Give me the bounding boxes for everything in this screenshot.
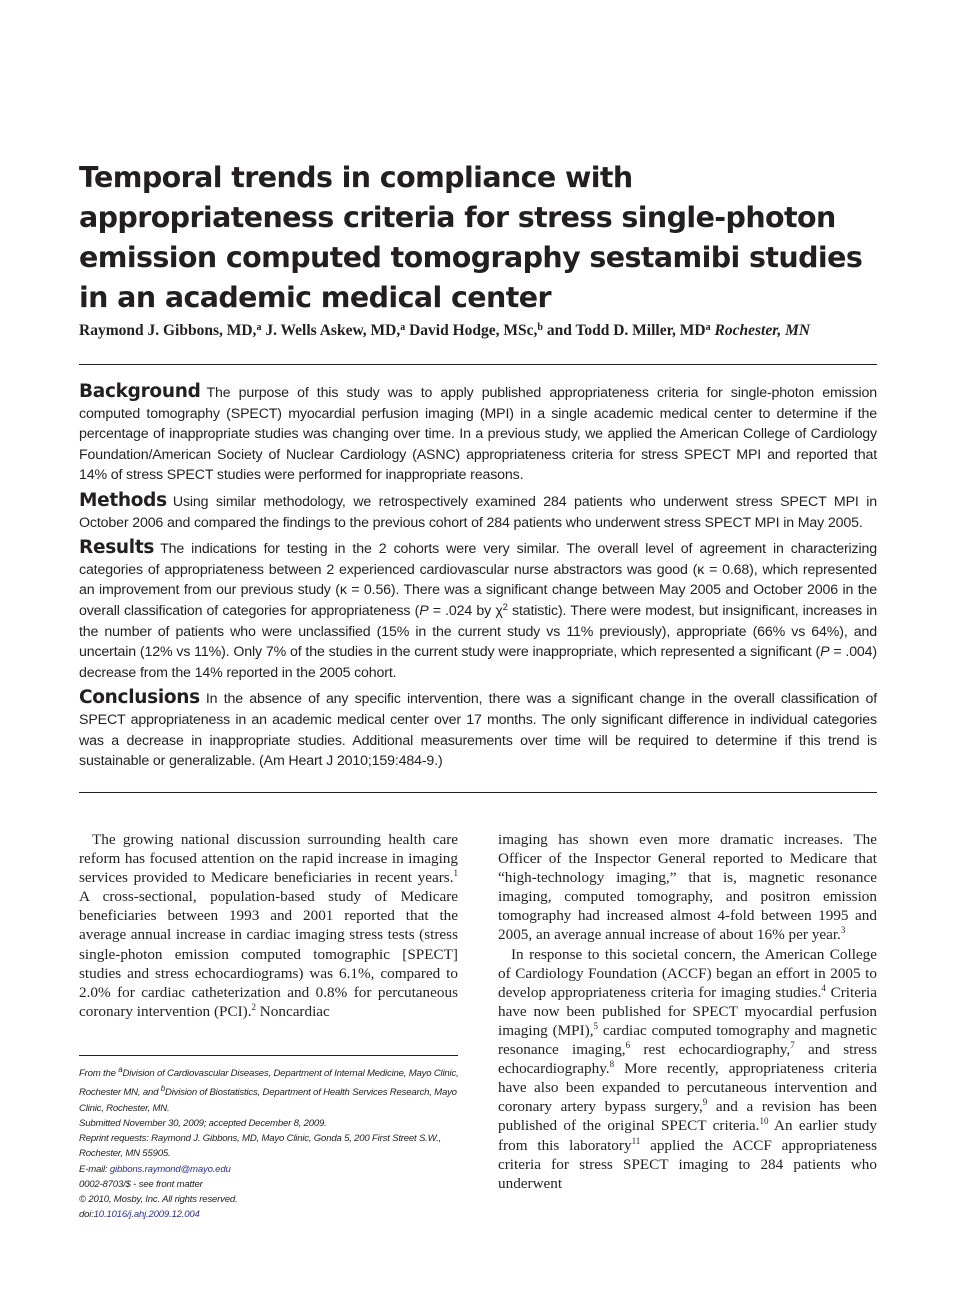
reference-link[interactable]: 11 — [631, 1135, 641, 1146]
body-text: An earlier study from this laboratory — [498, 1117, 877, 1154]
email-note — [79, 1162, 461, 1177]
footnote-text: Division of Cardiovascular Diseases, Department of Internal Medicine, Mayo Clinic, Rochester MN, and — [79, 1068, 459, 1099]
section-heading: Results — [79, 537, 155, 559]
body-text: applied the ACCF appropriateness criteria for stress SPECT imaging to 284 patients who underwent — [498, 1136, 877, 1192]
submitted-note: Submitted November 30, 2009; accepted December 8, 2009. — [79, 1117, 327, 1129]
body-text: and a revision has been published of the original SPECT criteria. — [498, 1098, 877, 1135]
section-text: statistic). There were modest, but insignificant, increases in the number of patients who were unclassified (15% in the current study vs 11% previously), appropriate (66% vs 64%), and uncertain (12% vs 11%). Only 7% of the studies in the current study were inappropriate, which represented a significant ( — [79, 602, 877, 661]
reference-link[interactable]: 2 — [251, 1001, 256, 1012]
section-text: = .004) decrease from the 14% reported in the 2005 cohort. — [79, 644, 877, 681]
affiliation-mark: a — [705, 322, 711, 333]
reference-link[interactable]: 6 — [625, 1040, 631, 1051]
affiliation-mark: a — [118, 1065, 123, 1074]
p-symbol: P — [820, 644, 830, 661]
doi-label: doi: — [79, 1209, 94, 1221]
reference-link[interactable]: 4 — [821, 982, 826, 993]
issn-note: 0002-8703/$ - see front matter — [79, 1178, 203, 1190]
body-text: imaging has shown even more dramatic increases. The Officer of the Inspector General reported to Medicare that “high-technology imaging,” that is, magnetic resonance imaging, computed tomography, and positron emission tomography had increased almost 4-fold between 1995 and 2005, an average annual increase of about 16% per year. — [498, 831, 877, 944]
reference-link[interactable]: 1 — [453, 868, 458, 879]
body-paragraph — [498, 945, 877, 1193]
footnote-text: Division of Biostatistics, Department of Health Services Research, Mayo Clinic, Rochester, MN. — [79, 1087, 457, 1114]
body-text: and stress echocardiography. — [498, 1041, 877, 1078]
body-text: A cross-sectional, population-based study of Medicare beneficiaries between 1993 and 2001 reported that the average annual increase in cardiac imaging stress tests (stress single-photon emission computed tomographic [SPECT] studies and stress echocardiograms) was 6.1%, compared to 2.0% for cardiac catheterization and 0.8% for percutaneous coronary intervention (PCI). — [79, 888, 458, 1020]
affiliation-mark: b — [160, 1084, 165, 1094]
body-text: More recently, appropriateness criteria have also been expanded to percutaneous intervention and coronary artery bypass surgery, — [498, 1060, 877, 1116]
doi-link[interactable]: 10.1016/j.ahj.2009.12.004 — [93, 1209, 200, 1221]
abstract — [79, 382, 877, 777]
email-label: E-mail: — [79, 1163, 110, 1175]
footnote-divider — [79, 1055, 458, 1056]
body-paragraph — [79, 830, 458, 1021]
affiliation-mark: b — [537, 322, 543, 333]
author-name: Raymond J. Gibbons, MD, — [79, 322, 257, 339]
section-text: = .024 by χ — [428, 602, 503, 619]
author-name: David Hodge, MSc, — [409, 322, 538, 339]
abstract-bottom-divider — [79, 792, 877, 793]
p-symbol: P — [419, 602, 429, 619]
reference-link[interactable]: 7 — [790, 1040, 795, 1051]
section-heading: Background — [79, 381, 201, 402]
reference-link[interactable]: 10 — [759, 1116, 769, 1127]
article-title: Temporal trends in compliance with appropriateness criteria for stress single-photon emission computed tomography sestamibi studies in an academic medical center — [79, 161, 863, 314]
reference-link[interactable]: 9 — [702, 1097, 708, 1108]
affiliation-note — [79, 1062, 461, 1116]
body-text: rest echocardiography, — [630, 1041, 791, 1059]
abstract-top-divider — [79, 364, 877, 365]
author-location: Rochester, MN — [714, 322, 811, 339]
footnotes — [79, 1062, 461, 1222]
section-heading: Conclusions — [79, 687, 200, 709]
section-text: Using similar methodology, we retrospectively examined 284 patients who underwent stress SPECT MPI in October 2006 and compared the findings to the previous cohort of 284 patients who underwent stress SPECT MPI in May 2005. — [79, 493, 877, 531]
doi-note — [79, 1207, 461, 1222]
author-name: J. Wells Askew, MD, — [265, 322, 401, 339]
reference-link[interactable]: 8 — [609, 1059, 615, 1070]
body-paragraph — [498, 830, 877, 945]
body-text: In response to this societal concern, the American College of Cardiology Foundation (ACCF) began an effort in 2005 to develop appropriateness criteria for imaging studies. — [498, 945, 877, 1001]
section-text: The indications for testing in the 2 cohorts were very similar. The overall level of agreement in characterizing categories of appropriateness between 2 experienced cardiovascular nurse abstractors was good (κ = 0.68), which represented an improvement from our previous study (κ = 0.56). There was a significant change between May 2005 and October 2006 in the overall classification of categories for appropriateness ( — [79, 541, 877, 619]
reference-link[interactable]: 5 — [593, 1020, 599, 1031]
abstract-conclusions — [79, 688, 877, 771]
email-link[interactable]: gibbons.raymond@mayo.edu — [109, 1163, 231, 1175]
body-text: cardiac computed tomography and magnetic resonance imaging, — [498, 1021, 877, 1059]
reference-link[interactable]: 3 — [840, 925, 846, 936]
superscript: 2 — [502, 601, 508, 613]
body-text: The growing national discussion surrounding health care reform has focused attention on the rapid increase in imaging services provided to Medicare beneficiaries in recent years. — [79, 831, 458, 887]
abstract-results — [79, 538, 877, 683]
affiliation-mark: a — [256, 322, 262, 333]
body-column-right — [498, 830, 877, 1193]
copyright-note: © 2010, Mosby, Inc. All rights reserved. — [79, 1194, 238, 1205]
section-text: In the absence of any specific intervention, there was a significant change in the overall classification of SPECT appropriateness in an academic medical center over 17 months. The only significant difference in individual categories was a decrease in inappropriate studies. Additional measurements over time will be required to determine if this trend is sustainable or generalizable. (Am Heart J 2010;159:484-9.) — [79, 691, 877, 770]
author-line — [79, 320, 879, 342]
abstract-background — [79, 382, 877, 486]
section-text: The purpose of this study was to apply published appropriateness criteria for single-photon emission computed tomography (SPECT) myocardial perfusion imaging (MPI) in a single academic medical center to determine if the percentage of inappropriate studies was changing over time. In a previous study, we applied the American College of Cardiology Foundation/American Society of Nuclear Cardiology (ASNC) appropriateness criteria for stress SPECT MPI and reported that 14% of stress SPECT studies were performed for inappropriate reasons. — [79, 385, 877, 484]
body-text: Criteria have now been published for SPECT myocardial perfusion imaging (MPI), — [498, 983, 878, 1039]
abstract-methods — [79, 491, 877, 533]
section-heading: Methods — [79, 489, 167, 511]
body-text: Noncardiac — [256, 1002, 330, 1020]
affiliation-mark: a — [400, 322, 406, 333]
reprint-note: Reprint requests: Raymond J. Gibbons, MD, Mayo Clinic, Gonda 5, 200 First Street S.W., Rochester, MN 55905. — [79, 1133, 442, 1160]
footnote-text: From the — [79, 1068, 119, 1080]
author-name: and Todd D. Miller, MD — [546, 322, 706, 339]
body-column-left — [79, 830, 458, 1021]
